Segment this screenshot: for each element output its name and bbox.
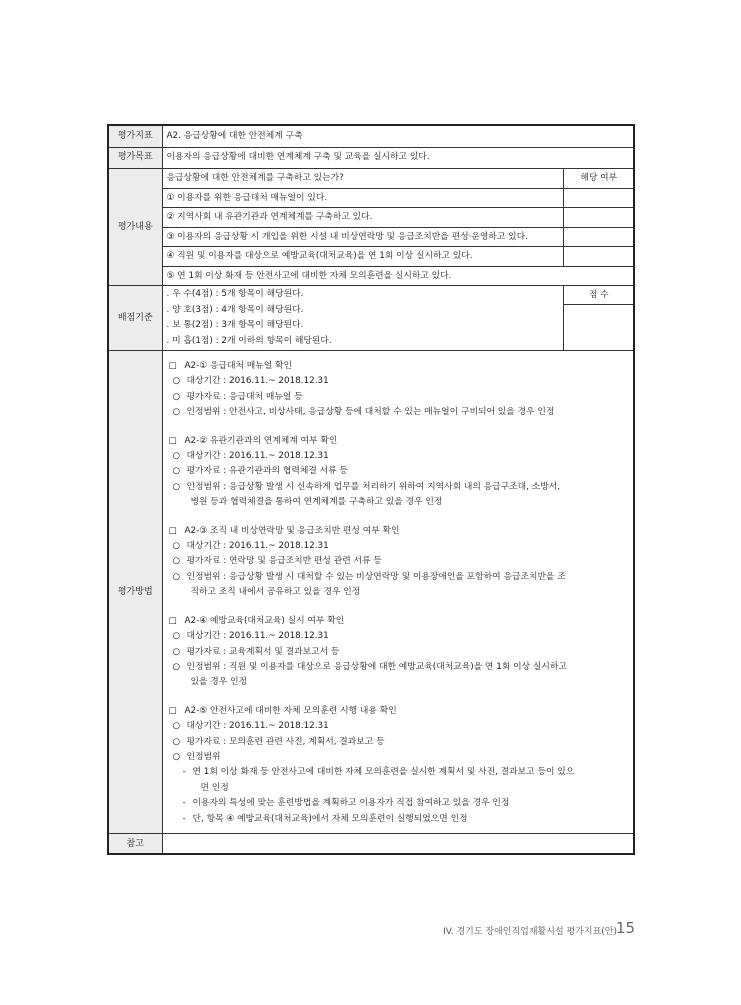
checkbox-icon: □ bbox=[168, 361, 177, 371]
content-item-row bbox=[108, 247, 634, 267]
method-period bbox=[169, 629, 628, 644]
scope-text-continued: 직하고 조직 내에서 공유하고 있을 경우 인정 bbox=[190, 587, 361, 598]
content-item-row bbox=[108, 188, 634, 208]
circle-bullet-icon: ○ bbox=[172, 466, 181, 477]
goal-label: 평가목표 bbox=[108, 147, 162, 168]
method-period bbox=[169, 539, 628, 554]
material-text: 평가자료 : 교육계획서 및 결과보고서 등 bbox=[186, 646, 340, 657]
circle-bullet-icon: ○ bbox=[172, 661, 181, 672]
material-text: 평가자료 : 유관기관과의 협력체결 서류 등 bbox=[186, 466, 348, 477]
circle-bullet-icon: ○ bbox=[172, 481, 181, 492]
method-section bbox=[169, 614, 628, 691]
method-section-title bbox=[169, 359, 628, 374]
scope-text: 인정범위 : 응급상황 발생 시 대처할 수 있는 비상연락망 및 이용장애인을 포함하여 응급조치반을 조 bbox=[186, 571, 566, 582]
content-item-row bbox=[108, 266, 634, 286]
content-item-row bbox=[108, 227, 634, 247]
criteria-item: . 보 통(2점) : 3개 항목이 해당된다. bbox=[166, 320, 304, 330]
period-text: 대상기간 : 2016.11.~ 2018.12.31 bbox=[186, 376, 329, 387]
sub-item-text: 이용자의 특성에 맞는 훈련방법을 계획하고 이용자가 직접 참여하고 있을 경우 인정 bbox=[192, 798, 510, 809]
scope-text: 인정범위 : 직원 및 이용자를 대상으로 응급상황에 대한 예방교육(대처교육)을 연 1회 이상 실시하고 bbox=[186, 661, 567, 672]
period-text: 대상기간 : 2016.11.~ 2018.12.31 bbox=[186, 721, 329, 732]
method-period bbox=[169, 449, 628, 464]
applicable-header: 해당 여부 bbox=[564, 168, 634, 188]
criteria-item: . 우 수(4점) : 5개 항목이 해당된다. bbox=[166, 289, 304, 299]
checkbox-icon: □ bbox=[168, 435, 177, 446]
method-section bbox=[169, 704, 628, 827]
scope-text-continued: 병원 등과 협력체결을 통하여 연계체계를 구축하고 있을 경우 인정 bbox=[190, 497, 443, 508]
checkbox-icon: □ bbox=[168, 525, 177, 536]
material-text: 평가자료 : 모의훈련 관련 사진, 계획서, 결과보고 등 bbox=[186, 736, 385, 747]
content-item: ① 이용자를 위한 응급대처 매뉴얼이 있다. bbox=[162, 188, 564, 208]
scope-sub-item bbox=[169, 765, 628, 780]
criteria-label: 배점기준 bbox=[108, 286, 162, 351]
method-content bbox=[162, 351, 634, 834]
checkbox-icon: □ bbox=[168, 615, 177, 626]
method-scope bbox=[169, 660, 628, 675]
applicable-cell bbox=[564, 208, 634, 228]
method-section bbox=[169, 434, 628, 511]
circle-bullet-icon: ○ bbox=[172, 556, 181, 567]
period-text: 대상기간 : 2016.11.~ 2018.12.31 bbox=[186, 541, 329, 552]
content-item: ④ 직원 및 이용자를 대상으로 예방교육(대처교육)을 연 1회 이상 실시하고 있다. bbox=[162, 247, 564, 267]
page-footer bbox=[0, 918, 741, 942]
section-title-text: A2-③ 조직 내 비상연락망 및 응급조치반 편성 여부 확인 bbox=[184, 525, 400, 536]
method-scope bbox=[169, 750, 628, 765]
note-value bbox=[162, 833, 634, 854]
content-item: ③ 이용자의 응급상황 시 개입을 위한 시설 내 비상연락망 및 응급조치반을 편성·운영하고 있다. bbox=[162, 227, 564, 247]
criteria-row bbox=[108, 286, 634, 305]
circle-bullet-icon: ○ bbox=[172, 451, 181, 462]
scope-text: 인정범위 : 안전사고, 비상사태, 응급상황 등에 대처할 수 있는 매뉴얼이 구비되어 있을 경우 인정 bbox=[186, 407, 555, 418]
section-title-text: A2-⑤ 안전사고에 대비한 자체 모의훈련 시행 내용 확인 bbox=[184, 705, 397, 716]
note-label: 참고 bbox=[108, 833, 162, 854]
circle-bullet-icon: ○ bbox=[172, 736, 181, 747]
scope-sub-item bbox=[169, 812, 628, 827]
footer-text: IV. 경기도 장애인직업재활시설 평가지표(안) bbox=[443, 927, 617, 937]
content-question-row bbox=[108, 168, 634, 188]
applicable-cell bbox=[564, 247, 634, 267]
material-text: 평가자료 : 응급대처 매뉴얼 등 bbox=[186, 391, 303, 402]
scope-label: 인정범위 bbox=[186, 751, 221, 762]
method-row bbox=[108, 351, 634, 834]
score-header: 점 수 bbox=[564, 286, 634, 305]
sub-item-text-continued: 면 인정 bbox=[200, 782, 229, 793]
method-scope bbox=[169, 405, 628, 420]
goal-row bbox=[108, 147, 634, 168]
method-section-title bbox=[169, 704, 628, 719]
method-section-title bbox=[169, 434, 628, 449]
circle-bullet-icon: ○ bbox=[172, 376, 181, 387]
method-period bbox=[169, 719, 628, 734]
period-text: 대상기간 : 2016.11.~ 2018.12.31 bbox=[186, 631, 329, 642]
circle-bullet-icon: ○ bbox=[172, 646, 181, 657]
method-period bbox=[169, 374, 628, 389]
note-row bbox=[108, 833, 634, 854]
page-number: 15 bbox=[615, 919, 635, 937]
circle-bullet-icon: ○ bbox=[172, 751, 181, 762]
method-material bbox=[169, 645, 628, 660]
applicable-cell bbox=[564, 188, 634, 208]
circle-bullet-icon: ○ bbox=[172, 391, 181, 402]
circle-bullet-icon: ○ bbox=[172, 407, 181, 418]
scope-text-continued: 있을 경우 인정 bbox=[190, 677, 248, 688]
method-scope bbox=[169, 480, 628, 495]
circle-bullet-icon: ○ bbox=[172, 541, 181, 552]
method-section-title bbox=[169, 524, 628, 539]
criteria-item: . 양 호(3점) : 4개 항목이 해당된다. bbox=[166, 304, 304, 315]
circle-bullet-icon: ○ bbox=[172, 631, 181, 642]
section-title-text: A2-② 유관기관과의 연계체계 여부 확인 bbox=[184, 435, 338, 446]
criteria-list bbox=[162, 286, 564, 351]
method-material bbox=[169, 464, 628, 479]
sub-item-text: 연 1회 이상 화재 등 안전사고에 대비한 자체 모의훈련을 실시한 계획서 및 사진, 결과보고 등이 있으 bbox=[192, 767, 575, 778]
applicable-cell bbox=[564, 227, 634, 247]
criteria-item: . 미 흡(1점) : 2개 이하의 항목이 해당된다. bbox=[166, 335, 332, 346]
method-section bbox=[169, 524, 628, 601]
circle-bullet-icon: ○ bbox=[172, 721, 181, 732]
indicator-row bbox=[108, 125, 634, 147]
section-title-text: A2-① 응급대처 매뉴얼 확인 bbox=[184, 361, 293, 371]
score-cell bbox=[564, 305, 634, 351]
dash-bullet-icon: - bbox=[182, 813, 186, 824]
content-question: 응급상황에 대한 안전체계를 구축하고 있는가? bbox=[162, 168, 564, 188]
period-text: 대상기간 : 2016.11.~ 2018.12.31 bbox=[186, 451, 329, 462]
method-scope bbox=[169, 570, 628, 585]
section-title-text: A2-④ 예방교육(대처교육) 실시 여부 확인 bbox=[184, 615, 345, 626]
content-label: 평가내용 bbox=[108, 168, 162, 286]
method-section-title bbox=[169, 614, 628, 629]
indicator-label: 평가지표 bbox=[108, 125, 162, 147]
circle-bullet-icon: ○ bbox=[172, 571, 181, 582]
dash-bullet-icon: - bbox=[182, 767, 186, 778]
sub-item-text: 단, 항목 ④ 예방교육(대처교육)에서 자체 모의훈련이 실행되었으면 인정 bbox=[192, 813, 468, 824]
method-section bbox=[169, 359, 628, 421]
method-label: 평가방법 bbox=[108, 351, 162, 834]
content-item: ② 지역사회 내 유관기관과 연계체계를 구축하고 있다. bbox=[162, 208, 564, 228]
method-material bbox=[169, 554, 628, 569]
checkbox-icon: □ bbox=[168, 705, 177, 716]
scope-sub-item bbox=[169, 796, 628, 811]
evaluation-table bbox=[107, 124, 635, 855]
content-item-row bbox=[108, 208, 634, 228]
dash-bullet-icon: - bbox=[182, 798, 186, 809]
material-text: 평가자료 : 연락망 및 응급조치반 편성 관련 서류 등 bbox=[186, 556, 382, 567]
indicator-value: A2. 응급상황에 대한 안전체계 구축 bbox=[162, 125, 634, 147]
method-material bbox=[169, 390, 628, 405]
method-material bbox=[169, 735, 628, 750]
goal-value: 이용자의 응급상황에 대비한 연계체계 구축 및 교육을 실시하고 있다. bbox=[162, 147, 634, 168]
content-item: ⑤ 연 1회 이상 화재 등 안전사고에 대비한 자체 모의훈련을 실시하고 있다. bbox=[162, 266, 634, 286]
scope-text: 인정범위 : 응급상황 발생 시 신속하게 업무를 처리하기 위하여 지역사회 내의 응급구조대, 소방서, bbox=[186, 481, 561, 492]
